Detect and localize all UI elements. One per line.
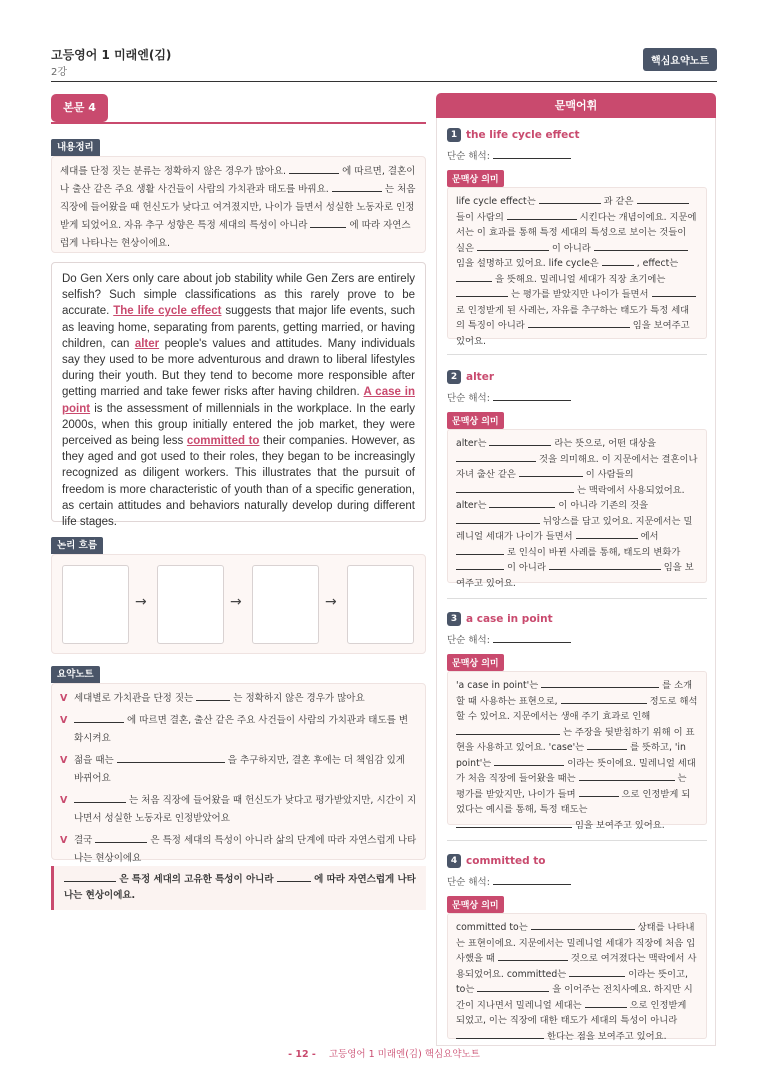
ctx-blank[interactable]	[587, 740, 627, 750]
check-icon: V	[60, 795, 68, 806]
ctx-text: 들이 사람의	[456, 211, 504, 223]
vocab-item-1	[447, 126, 707, 347]
ctx-blank[interactable]	[519, 467, 583, 477]
ctx-text: committed to는	[456, 922, 528, 933]
flow-step-4[interactable]	[347, 565, 414, 644]
ctx-text: 'a case in point'는	[456, 680, 539, 691]
ctx-text: 라는 뜻으로, 어떤 대상을	[554, 438, 657, 449]
section-divider	[51, 122, 426, 124]
ctx-blank[interactable]	[494, 756, 564, 766]
ctx-blank[interactable]	[576, 529, 638, 539]
vocab-item-3	[447, 610, 707, 831]
ctx-text: 으로 인정받게 되었고, 이는 직장에 대한 태도가 세대의 특성이 아니라	[456, 999, 687, 1026]
note-text: 에 따르면 결혼, 출산 같은 주요 사건들이 사람의 가치관과 태도를 변화시켜요	[74, 715, 409, 744]
ctx-text: alter는	[456, 438, 487, 449]
passage-part-2: suggests that major life events, such as leaving home, separating from parents, getting married, or having children, can	[62, 305, 415, 350]
passage-highlight-case-in-point: A case in point	[62, 386, 415, 415]
context-meaning-label: 문맥상 의미	[447, 654, 504, 671]
ctx-blank[interactable]	[652, 287, 696, 297]
ctx-blank[interactable]	[456, 545, 504, 555]
vocab-panel	[436, 118, 716, 1046]
vocab-number: 2	[447, 370, 461, 384]
simple-translation-blank[interactable]	[493, 875, 571, 885]
simple-translation-label: 단순 해석:	[447, 635, 490, 646]
ctx-blank[interactable]	[569, 967, 625, 977]
note-text: 을 추구하지만, 결혼 후에는 더 책임감 있게 바뀌어요	[74, 755, 405, 784]
context-meaning-label: 문맥상 의미	[447, 412, 504, 429]
context-meaning-box	[447, 913, 707, 1042]
vocab-panel-title: 문맥어휘	[436, 93, 716, 118]
check-icon: V	[60, 715, 68, 726]
ctx-text: 는 주장을 뒷받침하기 위해 이 표현을 사용하고 있어요. 'case'는	[456, 726, 695, 753]
ctx-blank[interactable]	[456, 560, 504, 570]
ctx-text: 상태를 나타내는 표현이에요. 지문에서는 밀레니얼 세대가 직장에 처음 입사했을 때	[456, 922, 696, 964]
conclusion-text-2: 에 따라 자연스럽게 나타나는 현상이에요.	[64, 874, 416, 901]
summary-blank-3[interactable]	[310, 218, 346, 228]
summary-label: 내용정리	[51, 139, 100, 156]
note-item	[60, 690, 417, 708]
conclusion-blank-1[interactable]	[64, 872, 116, 882]
simple-translation-blank[interactable]	[493, 149, 571, 159]
note-blank[interactable]	[95, 833, 147, 843]
ctx-blank[interactable]	[594, 241, 688, 251]
passage-highlight-committed-to: committed to	[186, 435, 260, 448]
summary-blank-1[interactable]	[289, 164, 339, 174]
note-blank[interactable]	[196, 691, 230, 701]
ctx-text: 정도로 해석할 수 있어요. 지문에서는 생애 주기 효과로 인해	[456, 695, 698, 722]
passage-highlight-alter: alter	[134, 337, 160, 350]
flow-step-3[interactable]	[252, 565, 319, 644]
vocab-word: the life cycle effect	[466, 129, 580, 141]
ctx-blank[interactable]	[456, 452, 536, 462]
note-text: 결국	[74, 835, 93, 846]
flow-step-2[interactable]	[157, 565, 224, 644]
conclusion-box	[51, 866, 426, 910]
notes-list	[52, 684, 425, 878]
ctx-blank[interactable]	[456, 1029, 544, 1039]
passage-part-3: people's values and attitudes. Many individuals say they used to be more adventurous and drawn to liberal lifestyles during their youth. But they tend to become more responsible after getting married and take fewer risks after having children.	[62, 337, 415, 399]
note-text: 는 정확하지 않은 경우가 많아요	[233, 693, 365, 704]
check-icon: V	[60, 835, 68, 846]
ctx-blank[interactable]	[477, 982, 549, 992]
context-meaning-box	[447, 671, 707, 831]
ctx-blank[interactable]	[456, 725, 560, 735]
document-title: 고등영어 1 미래엔(김)	[51, 48, 172, 62]
ctx-blank[interactable]	[602, 256, 634, 266]
simple-translation-label: 단순 해석:	[447, 151, 490, 162]
simple-translation-label: 단순 해석:	[447, 393, 490, 404]
ctx-blank[interactable]	[528, 318, 630, 328]
ctx-blank[interactable]	[456, 483, 574, 493]
vocab-divider	[447, 598, 707, 599]
ctx-blank[interactable]	[489, 436, 551, 446]
context-meaning-label: 문맥상 의미	[447, 896, 504, 913]
ctx-text: , effect는	[636, 258, 679, 269]
simple-translation-blank[interactable]	[493, 391, 571, 401]
ctx-blank[interactable]	[456, 287, 508, 297]
note-item	[60, 832, 417, 868]
check-icon: V	[60, 755, 68, 766]
vocab-number: 3	[447, 612, 461, 626]
ctx-blank[interactable]	[585, 998, 627, 1008]
ctx-text: 것을 의미해요. 이 지문에서는 결혼이나 자녀 출산 같은	[456, 453, 698, 480]
vocab-item-2	[447, 368, 707, 589]
summary-blank-2[interactable]	[332, 182, 382, 192]
summary-sentence-1: 세대를 단정 짓는 분류는 정확하지 않은 경우가 많아요.	[60, 166, 287, 177]
lesson-number: 2강	[51, 67, 68, 78]
note-blank[interactable]	[74, 793, 126, 803]
vocab-word: a case in point	[466, 613, 553, 625]
ctx-text: 로 인식이 바뀐 사례를 통해, 태도의 변화가	[506, 546, 681, 558]
ctx-text: 임을 보여주고 있어요.	[574, 819, 665, 831]
ctx-text: 로 인정받게 된 사례는, 자유를 추구하는 태도가 특정 세대의 특징이 아니라	[456, 304, 690, 331]
ctx-text: 이 아니라	[551, 242, 591, 254]
ctx-text: 임을 설명하고 있어요. life cycle은	[456, 258, 599, 269]
ctx-text: 이 아니라	[506, 562, 546, 573]
ctx-text: 이 사람들의	[585, 469, 634, 480]
summary-text	[52, 157, 425, 259]
ctx-text: 것으로 여겨졌다는 맥락에서 사용되었어요. committed는	[456, 953, 697, 980]
ctx-blank[interactable]	[456, 514, 540, 524]
header-divider	[51, 81, 717, 82]
vocab-divider	[447, 840, 707, 841]
note-text: 젊을 때는	[74, 755, 114, 766]
passage-part-1: Do Gen Xers only care about job stability while Gen Zers are entirely selfish? Such simple classifications as this rarely prove to be accurate.	[62, 273, 415, 318]
ctx-blank[interactable]	[456, 818, 572, 828]
ctx-text: 임을 보여주고 있어요.	[456, 562, 694, 589]
ctx-blank[interactable]	[531, 920, 635, 930]
page-footer	[0, 1046, 768, 1060]
ctx-blank[interactable]	[579, 771, 675, 781]
ctx-blank[interactable]	[489, 498, 555, 508]
ctx-text: 는 평가를 받았지만 나이가 들면서	[510, 289, 649, 300]
passage-text	[52, 263, 425, 538]
ctx-blank[interactable]	[579, 787, 619, 797]
passage-box	[51, 262, 426, 529]
simple-translation-blank[interactable]	[493, 633, 571, 643]
ctx-text: 을 뜻해요. 밀레니얼 세대가 직장 초기에는	[494, 273, 666, 285]
vocab-divider	[447, 354, 707, 355]
ctx-text: 과 같은	[603, 196, 634, 207]
ctx-blank[interactable]	[539, 194, 601, 204]
note-text: 세대별로 가치관을 단정 짓는	[74, 693, 194, 704]
ctx-text: 이 아니라 기존의 것을	[558, 500, 649, 511]
ctx-text: 을 이어주는 전치사예요. 하지만 시간이 지나면서 밀레니얼 세대는	[456, 984, 693, 1011]
note-item	[60, 712, 417, 748]
summary-sentence-2: 에 따르면, 결혼이나 출산 같은 주요 생활 사건들이 사람의 가치관과 태도를 바꿔요.	[60, 166, 416, 195]
summary-sentence-4: 에 따라 자연스럽게 나타나는 현상이에요.	[60, 220, 411, 249]
ctx-text: life cycle effect는	[456, 196, 536, 207]
ctx-text: 한다는 점을 보여주고 있어요.	[546, 1030, 667, 1042]
logic-flow-label: 논리 흐름	[51, 537, 103, 554]
vocab-number: 1	[447, 128, 461, 142]
context-meaning-label: 문맥상 의미	[447, 170, 504, 187]
ctx-text: 임을 보여주고 있어요.	[456, 320, 690, 347]
ctx-blank[interactable]	[507, 210, 577, 220]
note-blank[interactable]	[117, 753, 225, 763]
ctx-text: 에서	[640, 531, 659, 542]
ctx-text: 시킨다는 개념이에요. 지문에서는 이 효과를 통해 특정 세대의 특성으로 보이는 것들이 실은	[456, 211, 697, 254]
ctx-text: 를 뜻하고, 'in point'는	[456, 742, 686, 769]
context-meaning-box	[447, 429, 707, 589]
vocab-number: 4	[447, 854, 461, 868]
note-type-badge: 핵심요약노트	[643, 48, 717, 71]
passage-highlight-life-cycle-effect: The life cycle effect	[113, 305, 222, 318]
ctx-text: 는 맥락에서 사용되었어요. alter는	[456, 484, 685, 511]
note-blank[interactable]	[74, 713, 124, 723]
vocab-word: alter	[466, 371, 495, 383]
passage-part-4: is the assessment of millennials in the workplace. In the early 2000s, when this group initially entered the job market, they were perceived as being less	[62, 402, 415, 448]
vocab-word: committed to	[466, 855, 546, 867]
ctx-blank[interactable]	[561, 694, 647, 704]
check-icon: V	[60, 693, 68, 704]
summary-box	[51, 156, 426, 253]
flow-step-1[interactable]	[62, 565, 129, 644]
simple-translation-label: 단순 해석:	[447, 877, 490, 888]
ctx-blank[interactable]	[637, 194, 689, 204]
ctx-blank[interactable]	[477, 241, 549, 251]
ctx-blank[interactable]	[456, 272, 492, 282]
conclusion-text-1: 은 특정 세대의 고유한 특성이 아니라	[119, 874, 274, 885]
page-number: - 12 -	[288, 1049, 316, 1060]
notes-box	[51, 683, 426, 864]
summary-sentence-3: 는 처음 직장에 들어왔을 때 헌신도가 낮다고 여겨졌지만, 나이가 들면서 성실한 노동자로 인정받게 되었어요. 자유 추구 성향은 특정 세대의 특성이 아니라	[60, 184, 416, 231]
book-title: 고등영어 1 미래엔(김) 핵심요약노트	[328, 1049, 480, 1060]
ctx-blank[interactable]	[498, 951, 568, 961]
ctx-text: 를 소개할 때 사용하는 표현으로,	[456, 680, 693, 707]
ctx-text: 뉘앙스를 담고 있어요. 지문에서는 밀레니얼 세대가 나이가 들면서	[456, 515, 693, 542]
note-text: 은 특정 세대의 특성이 아니라 삶의 단계에 따라 자연스럽게 나타나는 현상이에요	[74, 835, 417, 864]
ctx-text: 이라는 뜻이고, to는	[456, 968, 688, 995]
flow-arrow-3: →	[325, 594, 337, 610]
ctx-blank[interactable]	[541, 678, 659, 688]
notes-label: 요약노트	[51, 666, 100, 683]
note-text: 는 처음 직장에 들어왔을 때 헌신도가 낮다고 평가받았지만, 시간이 지나면서 성실한 노동자로 인정받았어요	[74, 795, 417, 824]
vocab-item-4	[447, 852, 707, 1042]
flow-arrow-2: →	[230, 594, 242, 610]
context-meaning-box	[447, 187, 707, 347]
passage-part-5: their companies. However, as they aged and got used to their roles, they began to be increasingly recognized as diligent workers. This illustrates that the pursuit of freedom is more characteristic of youth than of a specific generation, as certain attitudes and behaviors naturally develop during different life stages.	[62, 435, 416, 529]
ctx-blank[interactable]	[549, 560, 661, 570]
ctx-text: 이라는 뜻이에요. 밀레니얼 세대가 처음 직장에 들어왔을 때는	[456, 757, 696, 784]
note-item	[60, 792, 417, 828]
ctx-text: 는 평가를 받았지만, 나이가 들며	[456, 773, 687, 800]
note-item	[60, 752, 417, 788]
flow-arrow-1: →	[135, 594, 147, 610]
conclusion-blank-2[interactable]	[277, 872, 311, 882]
ctx-text: 으로 인정받게 되었다는 예시를 통해, 특정 태도는	[456, 788, 691, 815]
section-tab: 본문 4	[51, 94, 108, 122]
